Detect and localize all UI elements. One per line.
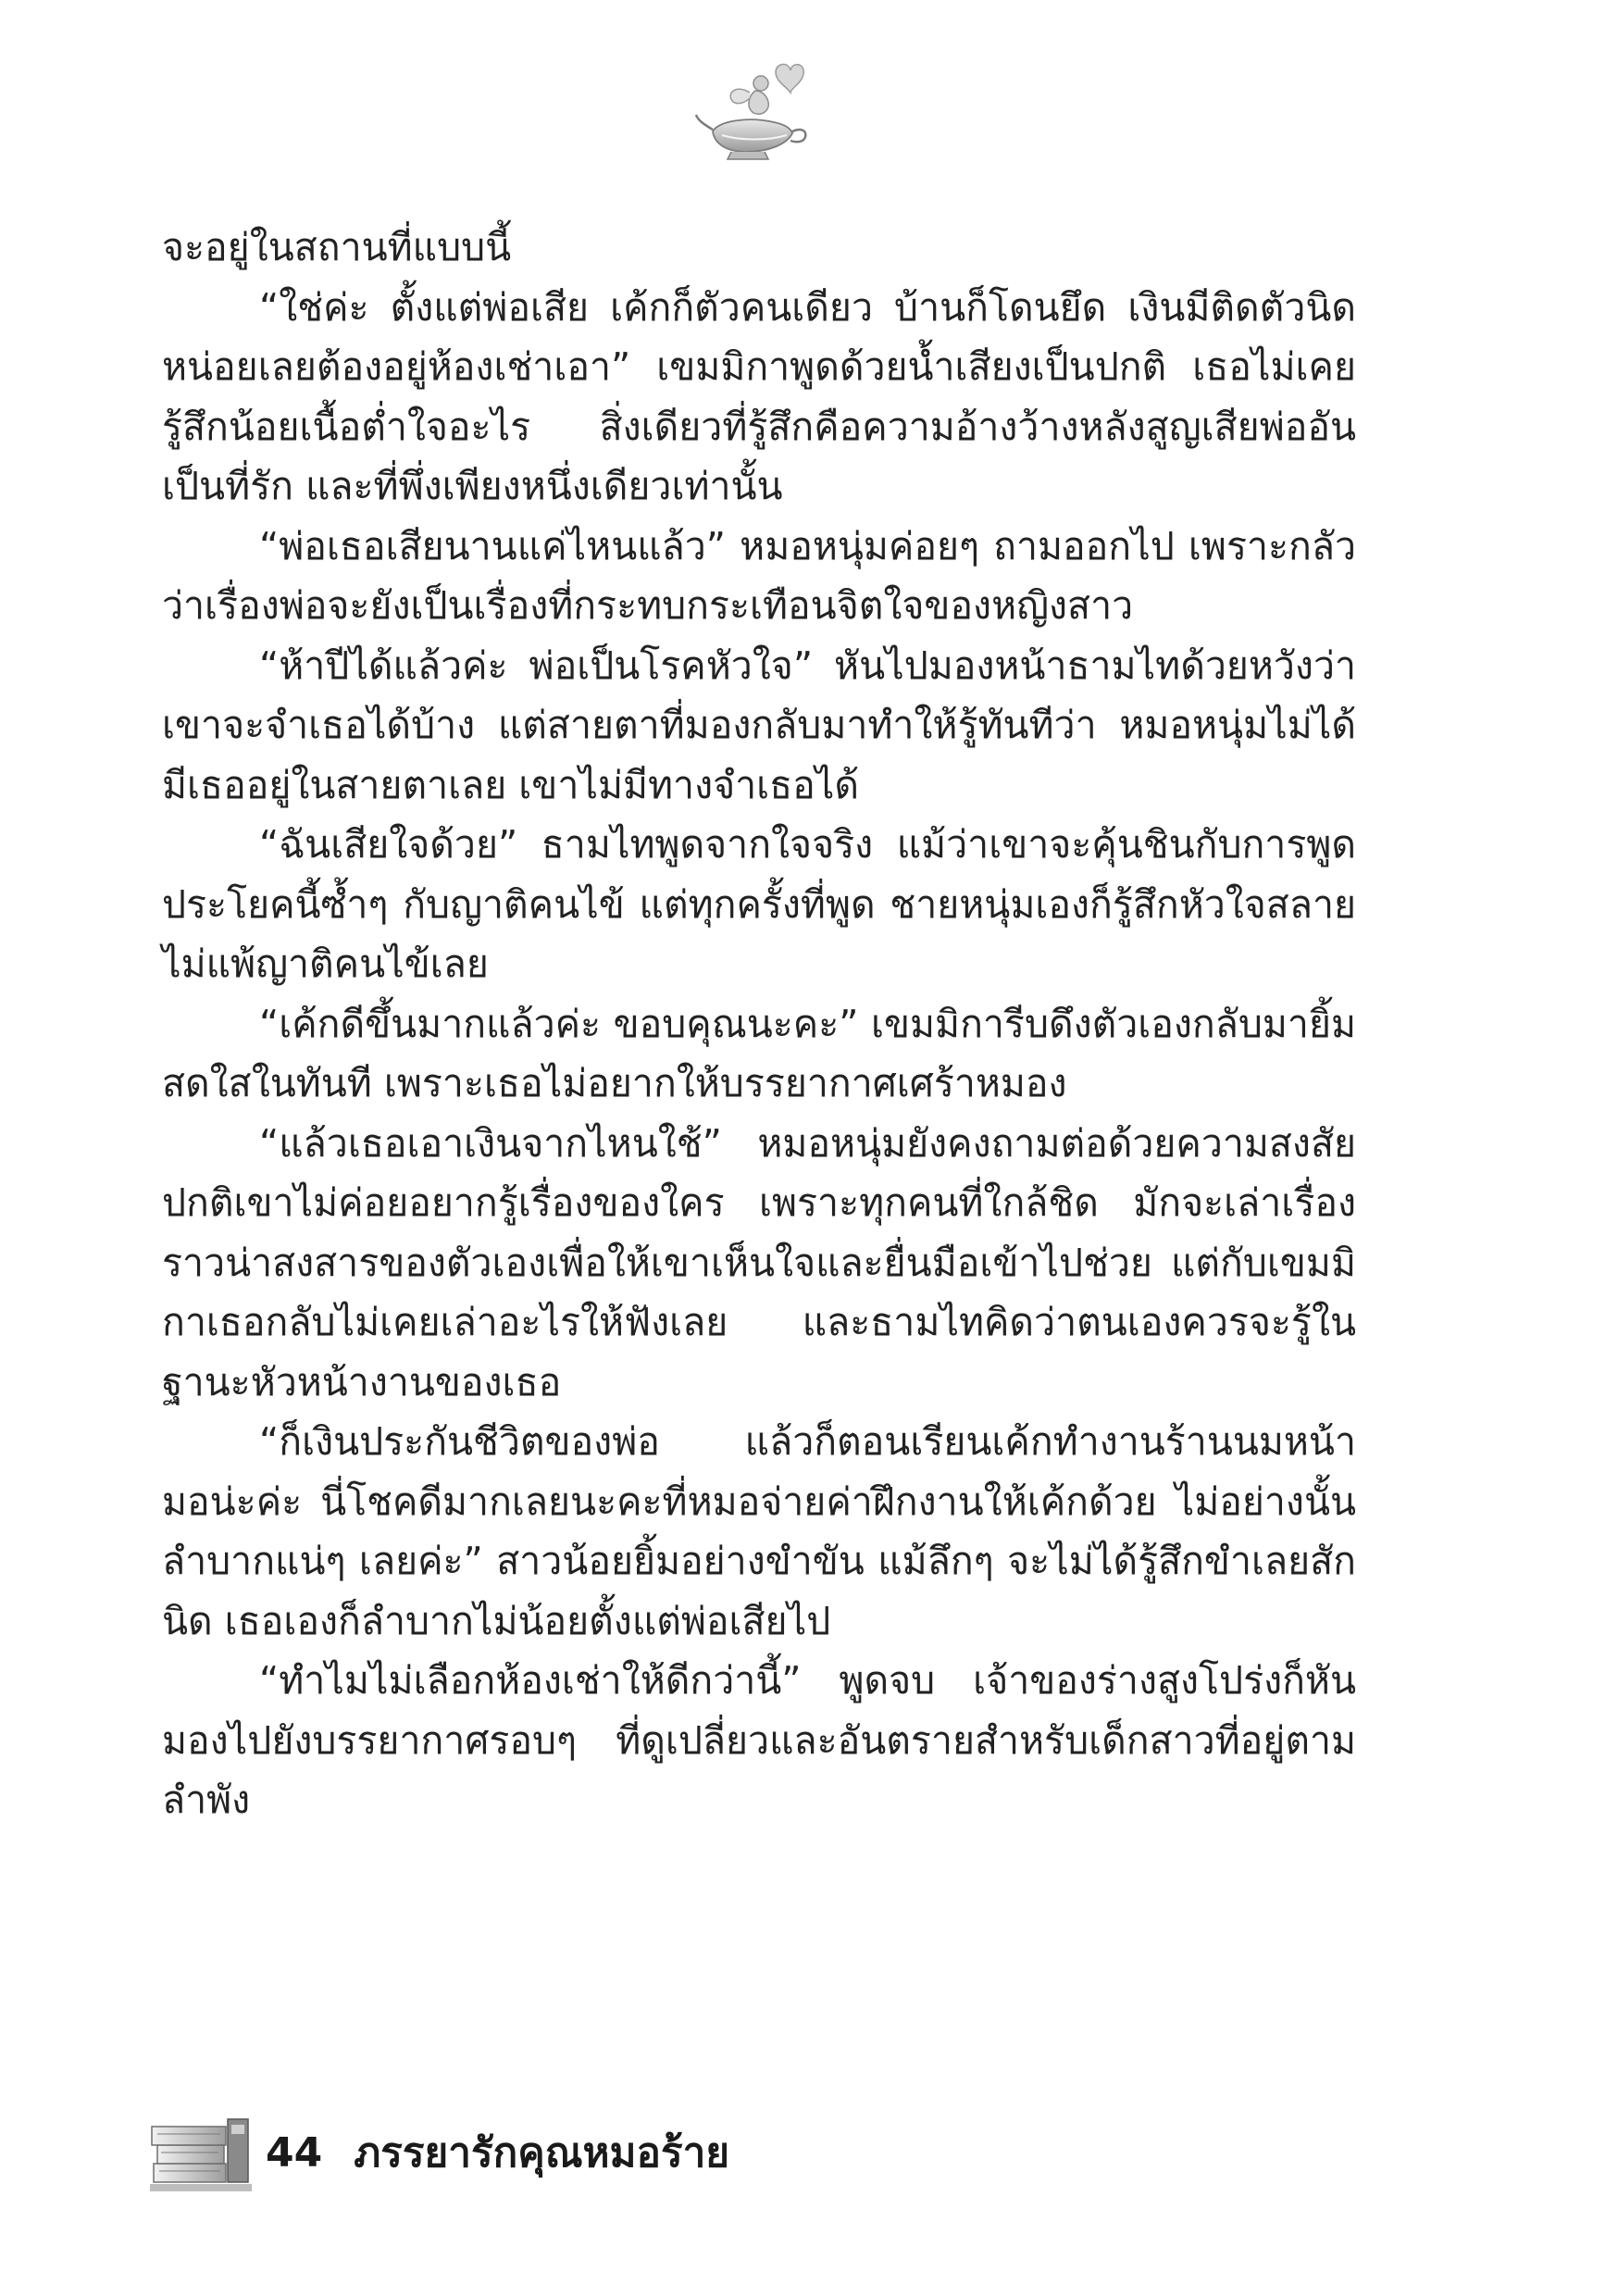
- cupid-teapot-icon: [694, 56, 815, 167]
- paragraph: “ใช่ค่ะ ตั้งแต่พ่อเสีย เค้กก็ตัวคนเดียว บ้านก็โดนยึด เงินมีติดตัวนิดหน่อยเลยต้องอยู่ห้องเช่าเอา” เขมมิกาพูดด้วยน้ำเสียงเป็นปกติ เธอไม่เคยรู้สึกน้อยเนื้อต่ำใจอะไร สิ่งเดียวที่รู้สึกคือความอ้างว้างหลังสูญเสียพ่ออันเป็นที่รัก และที่พึ่งเพียงหนึ่งเดียวเท่านั้น: [162, 284, 1356, 508]
- book-title: ภรรยารักคุณหมอร้าย: [354, 2129, 730, 2177]
- body-text: [162, 218, 1356, 1830]
- page-footer: [148, 2102, 729, 2203]
- paragraph: “แล้วเธอเอาเงินจากไหนใช้” หมอหนุ่มยังคงถามต่อด้วยความสงสัย ปกติเขาไม่ค่อยอยากรู้เรื่องของใคร เพราะทุกคนที่ใกล้ชิด มักจะเล่าเรื่องราวน่าสงสารของตัวเองเพื่อให้เขาเห็นใจและยื่นมือเข้าไปช่วย แต่กับเขมมิกาเธอกลับไม่เคยเล่าอะไรให้ฟังเลย และธามไทคิดว่าตนเองควรจะรู้ในฐานะหัวหน้างานของเธอ: [162, 1120, 1356, 1404]
- books-icon: [148, 2106, 255, 2199]
- paragraph: “ห้าปีได้แล้วค่ะ พ่อเป็นโรคหัวใจ” หันไปมองหน้าธามไทด้วยหวังว่าเขาจะจำเธอได้บ้าง แต่สายตาที่มองกลับมาทำให้รู้ทันทีว่า หมอหนุ่มไม่ได้มีเธออยู่ในสายตาเลย เขาไม่มีทางจำเธอได้: [162, 643, 1356, 807]
- paragraph: “พ่อเธอเสียนานแค่ไหนแล้ว” หมอหนุ่มค่อยๆ ถามออกไป เพราะกลัวว่าเรื่องพ่อจะยังเป็นเรื่องที่กระทบกระเทือนจิตใจของหญิงสาว: [162, 523, 1356, 628]
- paragraph: “ก็เงินประกันชีวิตของพ่อ แล้วก็ตอนเรียนเค้กทำงานร้านนมหน้ามอน่ะค่ะ นี่โชคดีมากเลยนะคะที่หมอจ่ายค่าฝึกงานให้เค้กด้วย ไม่อย่างนั้นลำบากแน่ๆ เลยค่ะ” สาวน้อยยิ้มอย่างขำขัน แม้ลึกๆ จะไม่ได้รู้สึกขำเลยสักนิด เธอเองก็ลำบากไม่น้อยตั้งแต่พ่อเสียไป: [162, 1419, 1356, 1643]
- page-number: 44: [266, 2128, 323, 2177]
- paragraph: “เค้กดีขึ้นมากแล้วค่ะ ขอบคุณนะคะ” เขมมิการีบดึงตัวเองกลับมายิ้มสดใสในทันที เพราะเธอไม่อยากให้บรรยากาศเศร้าหมอง: [162, 1001, 1356, 1105]
- paragraph: “ฉันเสียใจด้วย” ธามไทพูดจากใจจริง แม้ว่าเขาจะคุ้นชินกับการพูดประโยคนี้ซ้ำๆ กับญาติคนไข้ แต่ทุกครั้งที่พูด ชายหนุ่มเองก็รู้สึกหัวใจสลายไม่แพ้ญาติคนไข้เลย: [162, 822, 1356, 986]
- paragraph: “ทำไมไม่เลือกห้องเช่าให้ดีกว่านี้” พูดจบ เจ้าของร่างสูงโปร่งก็หันมองไปยังบรรยากาศรอบๆ ที่ดูเปลี่ยวและอันตรายสำหรับเด็กสาวที่อยู่ตามลำพัง: [162, 1658, 1356, 1822]
- paragraph: จะอยู่ในสถานที่แบบนี้: [162, 225, 512, 269]
